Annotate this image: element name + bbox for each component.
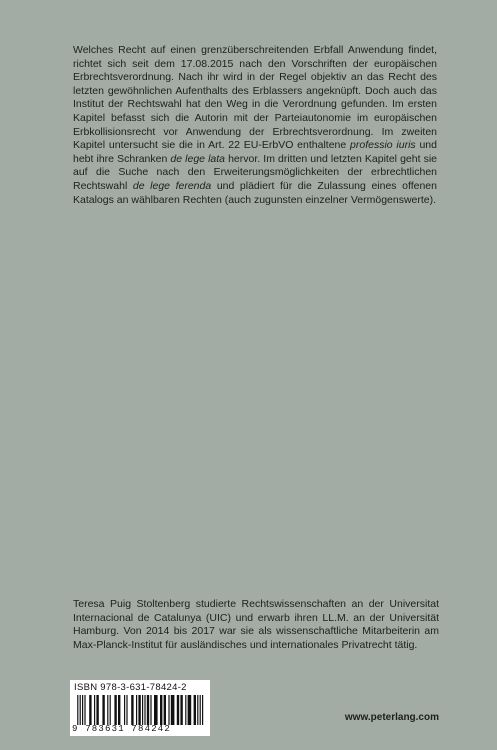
author-bio-text: Teresa Puig Stoltenberg studierte Rechtswissenschaften an der Universitat Internacional de Catalunya (UIC) und erwarb ihren LL.M. an der Universität Hamburg. Von 2014 bis 2017 war sie als wissenschaftliche Mitarbeiterin am Max-Planck-Institut für ausländisches und internationales Privatrecht tätig.	[73, 598, 439, 651]
barcode-bar	[118, 695, 120, 725]
barcode-bar	[168, 695, 169, 725]
blurb-text-2: und hebt ihre Schranken	[73, 139, 437, 165]
barcode-bar	[131, 695, 133, 725]
barcode-bar	[185, 695, 186, 725]
barcode-bar	[194, 695, 196, 725]
publisher-website: www.peterlang.com	[344, 712, 439, 723]
barcode-panel	[70, 680, 210, 736]
barcode-bar	[77, 695, 78, 725]
blurb-italic-de-lege-ferenda: de lege ferenda	[132, 179, 212, 192]
barcode-bar	[144, 695, 145, 725]
barcode-bar	[171, 695, 175, 725]
barcode-bar	[80, 695, 81, 725]
barcode-digits: 9 783631 784242	[72, 724, 172, 734]
barcode-bar	[96, 695, 98, 725]
barcode-bar	[138, 695, 140, 725]
barcode-bar	[164, 695, 166, 725]
barcode-bar	[126, 695, 127, 725]
barcode-bar	[177, 695, 179, 725]
barcode-bar	[84, 695, 85, 725]
barcode-bar	[136, 695, 137, 725]
back-cover-blurb	[73, 44, 437, 207]
barcode-bar	[114, 695, 116, 725]
blurb-text-3: hervor. Im dritten und letzten Kapitel geht sie auf die Suche nach den Erweiterungsmöglichkeiten der erbrechtlichen Rechtswahl	[73, 152, 438, 192]
blurb-paragraph	[73, 44, 437, 207]
barcode-bar	[142, 695, 143, 725]
blurb-text-4: und plädiert für die Zulassung eines offenen Katalogs an wählbaren Rechten (auch zugunsten einzelner Vermögenswerte).	[73, 179, 437, 206]
barcode-bar	[82, 695, 83, 725]
barcode-bar	[180, 695, 182, 725]
barcode-bars	[76, 695, 204, 725]
barcode-bar	[200, 695, 201, 725]
barcode-bar	[124, 695, 125, 725]
barcode-bar	[89, 695, 91, 725]
barcode-bar	[160, 695, 162, 725]
blurb-italic-de-lege-lata: de lege lata	[170, 152, 226, 165]
barcode-bar	[197, 695, 198, 725]
barcode-bar	[102, 695, 104, 725]
blurb-text-1: Welches Recht auf einen grenzüberschreitenden Erbfall Anwendung findet, richtet sich seit dem 17.08.2015 nach den Vorschriften der europäischen Erbrechtsverordnung. Nach ihr wird in der Regel objektiv an das Recht des letzten gewöhnlichen Aufenthalts des Erblassers angeknüpft. Doch auch das Institut der Rechtswahl hat den Weg in die Verordnung gefunden. Im ersten Kapitel befasst sich die Autorin mit der Parteiautonomie im europäischen Erbkollisionsrecht vor Anwendung der Erbrechtsverordnung. Im zweiten Kapitel untersucht sie die in Art. 22 EU-ErbVO enthaltene	[73, 44, 437, 152]
barcode-bar	[188, 695, 192, 725]
barcode-bar	[110, 695, 111, 725]
blurb-italic-professio-iuris: professio iuris	[350, 139, 416, 152]
barcode-bar	[150, 695, 151, 725]
barcode-bar	[154, 695, 158, 725]
barcode-bar	[202, 695, 203, 725]
author-bio	[73, 598, 439, 652]
barcode-bar	[147, 695, 149, 725]
barcode-bar	[107, 695, 108, 725]
isbn-label: ISBN 978-3-631-78424-2	[74, 682, 187, 693]
barcode-bar	[94, 695, 95, 725]
